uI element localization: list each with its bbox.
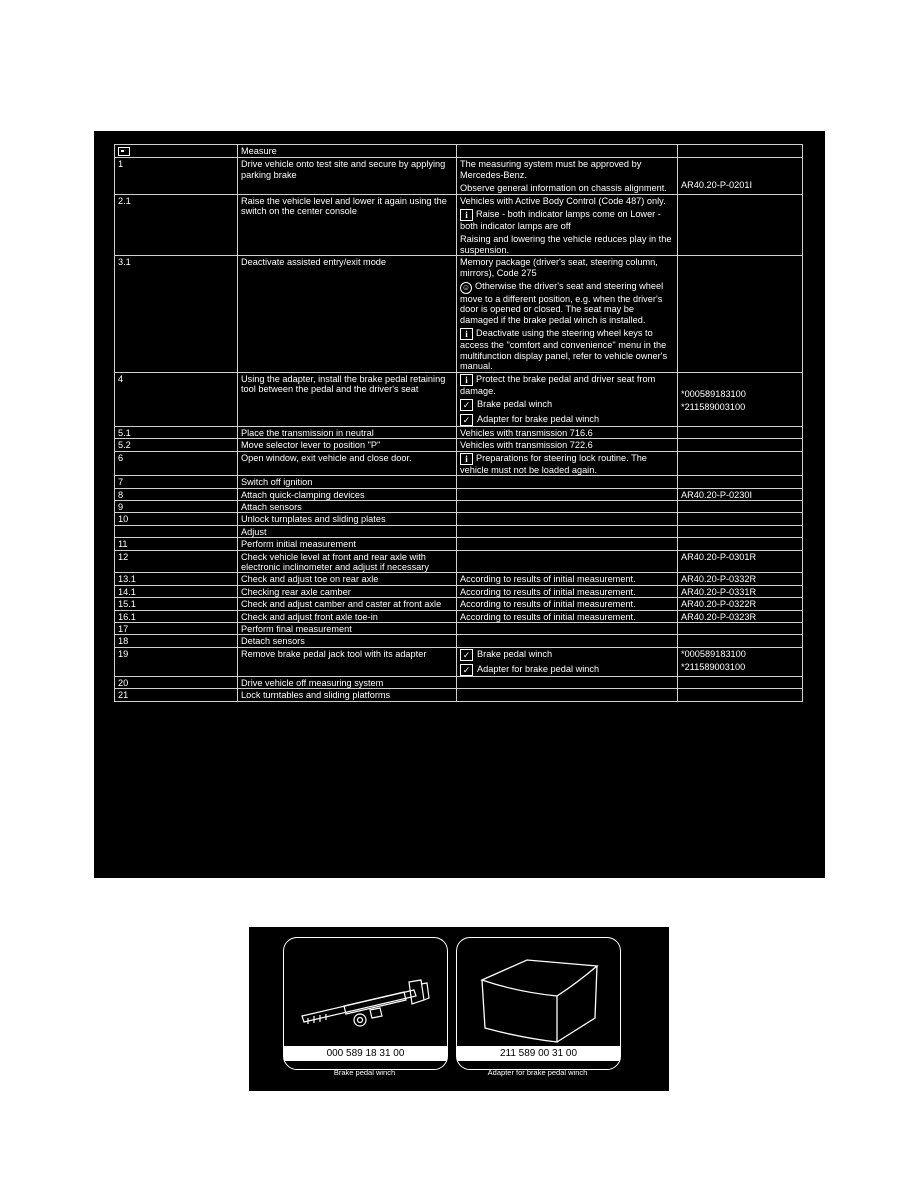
step-number-cell: 17	[115, 623, 238, 635]
tool-checkbox-icon: ✓	[460, 414, 473, 426]
table-row	[115, 676, 803, 688]
reference-code: *000589183100	[681, 388, 746, 399]
notes-cell	[457, 647, 678, 676]
reference-code	[681, 374, 799, 386]
table-row	[115, 598, 803, 610]
notes-cell	[457, 689, 678, 701]
measure-cell: Check and adjust toe on rear axle	[238, 573, 457, 585]
notes-cell	[457, 550, 678, 573]
reference-cell	[678, 372, 803, 426]
note-text	[460, 599, 674, 609]
note-text	[460, 440, 674, 450]
reference-cell	[678, 451, 803, 475]
reference-cell	[678, 538, 803, 550]
reference-cell	[678, 194, 803, 256]
note-info	[460, 209, 674, 231]
reference-cell	[678, 676, 803, 688]
reference-code: AR40.20-P-0230I	[681, 489, 752, 500]
procedure-panel	[94, 131, 825, 878]
note-info	[460, 328, 674, 371]
note-text: Observe general information on chassis alignment.	[460, 183, 667, 194]
procedure-table	[114, 144, 803, 702]
reference-cell	[678, 476, 803, 488]
tool-card-brake-pedal-winch	[283, 937, 448, 1070]
brake-pedal-winch-icon	[284, 938, 447, 1046]
table-header-row	[115, 145, 803, 158]
table-row	[115, 372, 803, 426]
notes-cell	[457, 610, 678, 622]
note-text: Vehicles with Active Body Control (Code 487) only.	[460, 195, 666, 206]
reference-code: *211589003100	[681, 401, 746, 412]
reference-cell	[678, 647, 803, 676]
reference-cell	[678, 256, 803, 372]
step-number-cell: 10	[115, 513, 238, 525]
tool-number: 211 589 00 31 00	[457, 1046, 620, 1061]
info-icon: i	[460, 374, 473, 386]
note-text	[460, 257, 674, 278]
tool-card-adapter	[456, 937, 621, 1070]
table-row	[115, 525, 803, 537]
note-text: Deactivate using the steering wheel keys to access the "comfort and convenience" menu in the multifunction display panel, refer to vehicle owner's manual.	[460, 328, 668, 372]
note-warn	[460, 281, 674, 325]
note-text	[460, 234, 674, 255]
header-step-cell	[115, 145, 238, 158]
reference-cell	[678, 689, 803, 701]
reference-code: AR40.20-P-0332R	[681, 574, 757, 585]
step-number-cell: 14.1	[115, 585, 238, 597]
measure-cell: Raise the vehicle level and lower it again using the switch on the center console	[238, 194, 457, 256]
measure-cell: Check vehicle level at front and rear axle with electronic inclinometer and adjust if necessary	[238, 550, 457, 573]
note-text: Otherwise the driver's seat and steering wheel move to a different position, e.g. when the driver's door is opened or closed. The seat may be damaged if the brake pedal winch is installed.	[460, 281, 664, 325]
measure-cell: Remove brake pedal jack tool with its adapter	[238, 647, 457, 676]
step-number-cell: 8	[115, 488, 238, 500]
step-number-cell: 15.1	[115, 598, 238, 610]
note-text: According to results of initial measurement.	[460, 599, 636, 610]
note-text: Protect the brake pedal and driver seat from damage.	[460, 373, 656, 396]
header-ref-cell	[678, 145, 803, 158]
notes-cell	[457, 476, 678, 488]
note-text: Brake pedal winch	[477, 398, 553, 409]
notes-cell	[457, 256, 678, 372]
notes-cell	[457, 525, 678, 537]
note-text	[460, 196, 674, 206]
table-row	[115, 439, 803, 451]
note-info	[460, 453, 674, 475]
info-icon: i	[460, 209, 473, 221]
table-row	[115, 194, 803, 256]
reference-code: AR40.20-P-0331R	[681, 586, 757, 597]
step-number-cell: 12	[115, 550, 238, 573]
reference-code: AR40.20-P-0201I	[681, 180, 752, 191]
note-tool	[460, 399, 674, 411]
reference-code: *211589003100	[681, 662, 746, 673]
table-row	[115, 500, 803, 512]
note-text: Vehicles with transmission 716.6	[460, 427, 593, 438]
reference-cell	[678, 585, 803, 597]
reference-cell	[678, 550, 803, 573]
reference-code: AR40.20-P-0301R	[681, 551, 757, 562]
wrench-icon	[118, 147, 130, 156]
note-text: Adapter for brake pedal winch	[477, 663, 600, 674]
measure-cell: Attach sensors	[238, 500, 457, 512]
notes-cell	[457, 439, 678, 451]
tool-number: 000 589 18 31 00	[284, 1046, 447, 1061]
note-text	[460, 612, 674, 622]
table-row	[115, 476, 803, 488]
step-number-cell: 3.1	[115, 256, 238, 372]
step-number-cell: 18	[115, 635, 238, 647]
reference-cell	[678, 598, 803, 610]
measure-cell: Adjust	[238, 525, 457, 537]
reference-cell	[678, 525, 803, 537]
notes-cell	[457, 158, 678, 194]
notes-cell	[457, 635, 678, 647]
table-row	[115, 451, 803, 475]
notes-cell	[457, 598, 678, 610]
reference-cell	[678, 610, 803, 622]
measure-cell: Drive vehicle onto test site and secure by applying parking brake	[238, 158, 457, 194]
adapter-block-icon	[457, 938, 620, 1046]
step-number-cell: 1	[115, 158, 238, 194]
table-row	[115, 538, 803, 550]
measure-cell: Place the transmission in neutral	[238, 426, 457, 438]
reference-code: AR40.20-P-0322R	[681, 599, 757, 610]
step-number-cell: 13.1	[115, 573, 238, 585]
note-text: Preparations for steering lock routine. The vehicle must not be loaded again.	[460, 452, 647, 475]
measure-cell: Perform final measurement	[238, 623, 457, 635]
step-number-cell: 11	[115, 538, 238, 550]
table-row	[115, 573, 803, 585]
info-icon: i	[460, 328, 473, 340]
note-text	[460, 428, 674, 438]
reference-cell	[678, 439, 803, 451]
step-number-cell: 4	[115, 372, 238, 426]
table-row	[115, 610, 803, 622]
tool-caption: Brake pedal winch	[333, 1068, 396, 1077]
table-row	[115, 158, 803, 194]
reference-cell	[678, 158, 803, 194]
table-row	[115, 585, 803, 597]
table-row	[115, 623, 803, 635]
note-text: Memory package (driver's seat, steering column, mirrors), Code 275	[460, 257, 658, 278]
notes-cell	[457, 538, 678, 550]
measure-cell: Switch off ignition	[238, 476, 457, 488]
notes-cell	[457, 585, 678, 597]
note-text: According to results of initial measurement.	[460, 574, 636, 585]
note-text: According to results of initial measurement.	[460, 611, 636, 622]
tool-caption: Adapter for brake pedal winch	[487, 1068, 588, 1077]
step-number-cell: 20	[115, 676, 238, 688]
step-number-cell: 19	[115, 647, 238, 676]
measure-cell: Move selector lever to position "P"	[238, 439, 457, 451]
reference-cell	[678, 426, 803, 438]
header-notes-cell	[457, 145, 678, 158]
step-number-cell: 5.1	[115, 426, 238, 438]
table-row	[115, 426, 803, 438]
measure-cell: Lock turntables and sliding platforms	[238, 689, 457, 701]
table-row	[115, 550, 803, 573]
note-tool	[460, 414, 674, 426]
reference-cell	[678, 623, 803, 635]
measure-cell: Using the adapter, install the brake pedal retaining tool between the pedal and the driver's seat	[238, 372, 457, 426]
table-row	[115, 647, 803, 676]
note-text	[460, 183, 674, 193]
notes-cell	[457, 573, 678, 585]
note-text: Raising and lowering the vehicle reduces play in the suspension.	[460, 234, 672, 255]
note-text	[460, 574, 674, 584]
notes-cell	[457, 500, 678, 512]
notes-cell	[457, 623, 678, 635]
reference-cell	[678, 635, 803, 647]
measure-cell: Perform initial measurement	[238, 538, 457, 550]
measure-cell: Detach sensors	[238, 635, 457, 647]
step-number-cell: 9	[115, 500, 238, 512]
measure-cell: Open window, exit vehicle and close door.	[238, 451, 457, 475]
table-row	[115, 256, 803, 372]
note-tool	[460, 649, 674, 661]
table-row	[115, 513, 803, 525]
note-text: Raise - both indicator lamps come on Lower - both indicator lamps are off	[460, 209, 661, 232]
step-number-cell: 16.1	[115, 610, 238, 622]
reference-code	[681, 159, 799, 177]
measure-cell: Check and adjust front axle toe-in	[238, 610, 457, 622]
table-row	[115, 689, 803, 701]
reference-cell	[678, 500, 803, 512]
note-text: Adapter for brake pedal winch	[477, 413, 600, 424]
measure-cell: Unlock turnplates and sliding plates	[238, 513, 457, 525]
notes-cell	[457, 194, 678, 256]
tool-checkbox-icon: ✓	[460, 399, 473, 411]
notes-cell	[457, 451, 678, 475]
note-text: According to results of initial measurement.	[460, 586, 636, 597]
measure-cell: Checking rear axle camber	[238, 585, 457, 597]
step-number-cell: 21	[115, 689, 238, 701]
tools-panel	[249, 927, 669, 1091]
step-number-cell	[115, 525, 238, 537]
notes-cell	[457, 513, 678, 525]
measure-cell: Attach quick-clamping devices	[238, 488, 457, 500]
table-row	[115, 488, 803, 500]
reference-code: *000589183100	[681, 648, 746, 659]
note-text: Vehicles with transmission 722.6	[460, 440, 593, 451]
notes-cell	[457, 426, 678, 438]
step-number-cell: 5.2	[115, 439, 238, 451]
notes-cell	[457, 676, 678, 688]
warning-icon: ☺	[461, 283, 471, 293]
note-info	[460, 374, 674, 396]
step-number-cell: 2.1	[115, 194, 238, 256]
note-tool	[460, 664, 674, 676]
step-number-cell: 6	[115, 451, 238, 475]
note-text	[460, 587, 674, 597]
measure-cell: Drive vehicle off measuring system	[238, 676, 457, 688]
notes-cell	[457, 488, 678, 500]
note-text: The measuring system must be approved by Mercedes-Benz.	[460, 159, 642, 180]
reference-cell	[678, 573, 803, 585]
header-measure-cell: Measure	[238, 145, 457, 158]
table-row	[115, 635, 803, 647]
step-number-cell: 7	[115, 476, 238, 488]
note-text: Brake pedal winch	[477, 648, 553, 659]
measure-cell: Check and adjust camber and caster at front axle	[238, 598, 457, 610]
tool-checkbox-icon: ✓	[460, 649, 473, 661]
tool-checkbox-icon: ✓	[460, 664, 473, 676]
notes-cell	[457, 372, 678, 426]
info-icon: i	[460, 453, 473, 465]
note-text	[460, 159, 674, 180]
measure-cell: Deactivate assisted entry/exit mode	[238, 256, 457, 372]
reference-cell	[678, 488, 803, 500]
reference-cell	[678, 513, 803, 525]
reference-code: AR40.20-P-0323R	[681, 611, 757, 622]
